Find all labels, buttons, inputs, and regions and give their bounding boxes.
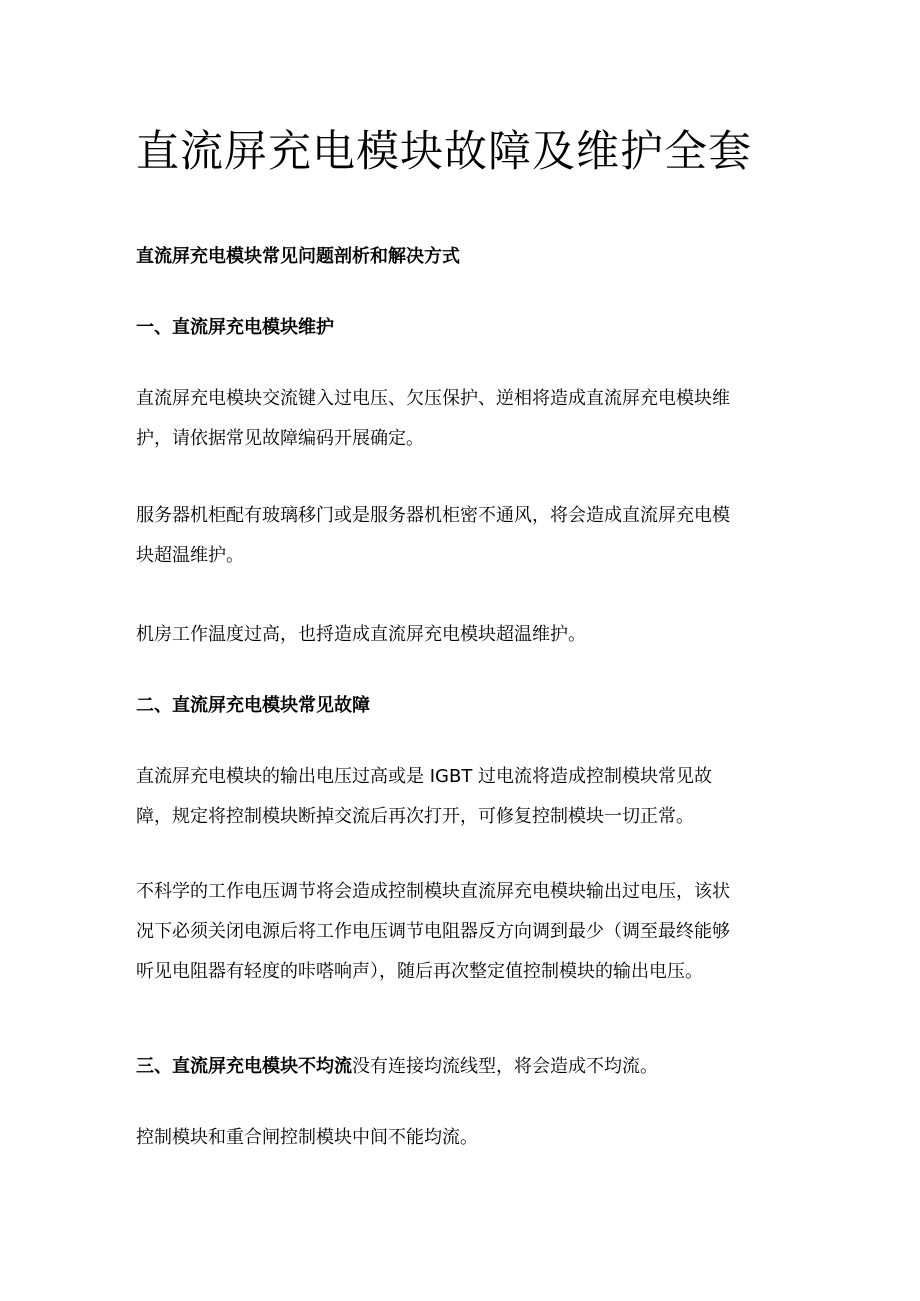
section3-paragraph-1: 控制模块和重合闸控制模块中间不能均流。 — [136, 1127, 478, 1148]
document-title: 直流屏充电模块故障及维护全套 — [136, 127, 752, 177]
section2-paragraph-1 — [136, 757, 796, 837]
paragraph-line: 块超温维护。 — [136, 545, 244, 566]
paragraph-line: 护，请依据常见故障编码开展确定。 — [136, 428, 424, 449]
paragraph-line: 服务器机柜配有玻璃移门或是服务器机柜密不通风，将会造成直流屏充电模 — [136, 505, 730, 526]
section1-heading: 一、直流屏充电模块维护 — [136, 317, 334, 338]
section1-paragraph-2 — [136, 496, 796, 576]
document-subtitle: 直流屏充电模块常见问题剖析和解决方式 — [136, 246, 460, 267]
section3-paragraph-heading — [136, 1047, 796, 1087]
section2-heading: 二、直流屏充电模块常见故障 — [136, 695, 370, 716]
paragraph-line: 不科学的工作电压调节将会造成控制模块直流屏充电模块输出过电压，该状 — [136, 881, 730, 902]
paragraph-line: 障，规定将控制模块断掉交流后再次打开，可修复控制模块一切正常。 — [136, 806, 694, 827]
section3-heading: 三、直流屏充电模块不均流 — [136, 1056, 352, 1077]
paragraph-line: 听见电阻器有轻度的咔嗒响声），随后再次整定值控制模块的输出电压。 — [136, 961, 703, 982]
paragraph-line: 直流屏充电模块交流键入过电压、欠压保护、逆相将造成直流屏充电模块维 — [136, 388, 730, 409]
section3-heading-tail: 没有连接均流线型，将会造成不均流。 — [352, 1056, 658, 1077]
section2-paragraph-2 — [136, 872, 796, 992]
section1-paragraph-3: 机房工作温度过高，也捋造成直流屏充电模块超温维护。 — [136, 624, 586, 645]
section1-paragraph-1 — [136, 379, 796, 459]
paragraph-line: 况下必须关闭电源后将工作电压调节电阻器反方向调到最少（调至最终能够 — [136, 921, 730, 942]
paragraph-line: 直流屏充电模块的输出电压过高或是 IGBT 过电流将造成控制模块常见故 — [136, 766, 713, 787]
